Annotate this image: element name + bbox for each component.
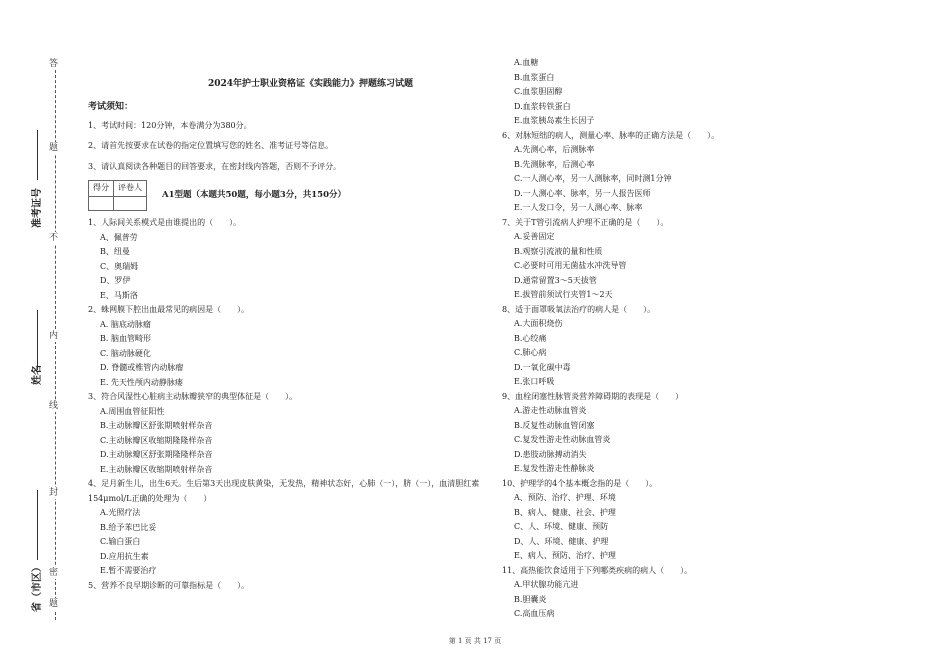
- answer-option: C、人、环境、健康、预防: [514, 522, 609, 531]
- question-item: [88, 216, 493, 303]
- document-title: 2024年护士职业资格证《实践能力》押题练习试题: [207, 79, 414, 89]
- answer-option: A、佩普劳: [100, 232, 138, 242]
- answer-option: E、马斯洛: [100, 290, 138, 300]
- answer-option: D、人、环境、健康、护理: [514, 536, 609, 546]
- question-stem: 1、人际间关系模式是由谁提出的（ ）。: [88, 218, 242, 227]
- question-stem: 9、血栓闭塞性脉管炎营养障碍期的表现是（ ）: [502, 391, 684, 401]
- answer-option: A、预防、治疗、护理、环境: [514, 493, 616, 502]
- answer-option: D.通常留置3～5天拔管: [514, 275, 597, 285]
- answer-option: B、纽曼: [100, 247, 130, 256]
- answer-option: B、病人、健康、社会、护理: [514, 507, 616, 517]
- answer-option: E.一人发口令，另一人测心率、脉率: [514, 203, 643, 212]
- answer-option: A. 脑底动脉瘤: [100, 319, 151, 329]
- answer-option: D.应用抗生素: [100, 551, 149, 561]
- section-title: A1型题（本题共50题，每小题3分，共150分）: [162, 190, 346, 200]
- answer-option: B.先测脉率，后测心率: [514, 159, 595, 169]
- grader-cell[interactable]: [114, 196, 147, 210]
- question-stem: 11、高热能饮食适用于下列哪类疾病的病人（ ）。: [502, 565, 693, 575]
- score-row: [88, 180, 493, 208]
- question-stem: 6、对脉短绌的病人，测量心率、脉率的正确方法是（ ）。: [502, 130, 720, 140]
- seal-char: 线: [49, 401, 59, 411]
- question-stem: 5、营养不良早期诊断的可靠指标是（ ）。: [88, 580, 250, 590]
- question-item: [502, 303, 922, 390]
- answer-option: E.张口呼吸: [514, 377, 555, 386]
- answer-option: B.给予苯巴比妥: [100, 522, 157, 532]
- score-table: [88, 180, 147, 211]
- answer-option: E.暂不需要治疗: [100, 566, 157, 575]
- name-line: [37, 310, 38, 370]
- answer-option: A.大面积烧伤: [514, 319, 563, 328]
- right-column: [502, 56, 922, 622]
- question-stem: 2、蛛网膜下腔出血最常见的病因是（ ）。: [88, 305, 250, 314]
- answer-option: B.血浆蛋白: [514, 72, 555, 82]
- binding-margin: [0, 0, 70, 671]
- page-footer: 第 1 页 共 17 页: [448, 637, 502, 645]
- seal-char: 封: [49, 488, 59, 498]
- exam-number-label: 准考证号: [32, 188, 43, 228]
- question-item: [502, 564, 922, 622]
- answer-option: D.主动脉瓣区舒张期隆隆样杂音: [100, 450, 213, 459]
- question-item: [502, 129, 922, 216]
- grader-header: 评卷人: [114, 181, 147, 197]
- seal-char: 内: [49, 331, 59, 341]
- answer-option: C.高血压病: [514, 609, 555, 618]
- answer-option: E. 先天性颅内动静脉瘘: [100, 377, 183, 387]
- answer-option: D. 脊髓或椎管内动脉瘤: [100, 363, 184, 372]
- question-item: [88, 303, 493, 390]
- left-column: [88, 74, 493, 593]
- question-stem: 7、关于T管引流病人护理不正确的是（ ）。: [502, 217, 669, 227]
- answer-option: E.拔管前须试行夹管1～2天: [514, 290, 613, 299]
- answer-option: D.患肢动脉搏动消失: [514, 449, 587, 459]
- score-header: 得分: [89, 181, 114, 197]
- answer-option: B.胆囊炎: [514, 594, 547, 604]
- seal-char: 题: [49, 599, 59, 609]
- answer-option: A.甲状腺功能亢进: [514, 580, 579, 589]
- answer-option: B.心绞痛: [514, 333, 547, 343]
- answer-option: E.主动脉瓣区收缩期喷射样杂音: [100, 464, 213, 474]
- answer-option: E.复发性游走性静脉炎: [514, 464, 595, 473]
- question-item: [502, 56, 922, 129]
- question-item: [88, 477, 493, 579]
- answer-option: B.观察引流液的量和性质: [514, 246, 603, 256]
- seal-char: 答: [49, 59, 59, 69]
- question-stem: 8、适于面罩吸氧法治疗的病人是（ ）。: [502, 304, 656, 314]
- answer-option: C.主动脉瓣区收缩期隆隆样杂音: [100, 435, 213, 445]
- answer-option: A.周围血管征阳性: [100, 406, 165, 416]
- question-list: [502, 56, 922, 622]
- answer-option: C.输白蛋白: [100, 537, 141, 546]
- answer-option: B.反复性动脉血管闭塞: [514, 420, 595, 430]
- answer-option: B.主动脉瓣区舒张期喷射样杂音: [100, 421, 213, 430]
- notice-item: 3、请认真阅读各种题目的回答要求，在密封线内答题，否则不予评分。: [88, 161, 342, 171]
- question-item: [502, 390, 922, 477]
- region-label: 省（市区）: [32, 562, 43, 612]
- question-item: [502, 477, 922, 564]
- answer-option: D、罗伊: [100, 276, 131, 285]
- answer-option: A.血糖: [514, 58, 539, 67]
- answer-option: A.游走性动脉血管炎: [514, 406, 587, 415]
- name-label: 姓名: [32, 365, 43, 385]
- region-line: [37, 490, 38, 560]
- notice-item: 1、考试时间：120分钟，本卷满分为380分。: [88, 120, 252, 130]
- answer-option: D.血浆转铁蛋白: [514, 101, 571, 111]
- seal-char: 题: [49, 143, 59, 153]
- seal-char: 密: [49, 568, 59, 578]
- notice-item: 2、请首先按要求在试卷的指定位置填写您的姓名、准考证号等信息。: [88, 141, 334, 150]
- answer-option: C.血浆胆固醇: [514, 87, 563, 96]
- question-stem: 4、足月新生儿，出生6天。生后第3天出现皮肤黄染，无发热，精神状态好，心肺（一），脐（一），血清胆红素154μmol/L正确的处理为（ ）: [88, 479, 480, 503]
- answer-option: C、奥瑞姆: [100, 261, 139, 271]
- answer-option: D.一氧化碳中毒: [514, 362, 571, 372]
- question-item: [88, 390, 493, 477]
- score-cell[interactable]: [89, 196, 114, 210]
- answer-option: A.先测心率，后测脉率: [514, 145, 595, 154]
- answer-option: C.必要时可用无菌盐水冲洗导管: [514, 261, 627, 270]
- answer-option: B. 脑血管畸形: [100, 334, 151, 343]
- question-item: [502, 216, 922, 303]
- question-list: [88, 216, 493, 593]
- answer-option: C.复发性游走性动脉血管炎: [514, 435, 611, 444]
- answer-option: C.一人测心率，另一人测脉率，同时测1分钟: [514, 174, 672, 183]
- answer-option: C. 脑动脉硬化: [100, 348, 151, 358]
- answer-option: C.肺心病: [514, 348, 547, 357]
- answer-option: E.血浆胰岛素生长因子: [514, 116, 595, 125]
- notice-heading: 考试须知：: [88, 102, 134, 112]
- seal-char: 不: [49, 233, 59, 243]
- answer-option: D.一人测心率、脉率，另一人报告医师: [514, 188, 651, 198]
- question-stem: 10、护理学的4个基本概念指的是（ ）。: [502, 478, 658, 488]
- exam-number-line: [37, 130, 38, 180]
- answer-option: E、病人、预防、治疗、护理: [514, 551, 616, 560]
- question-item: [88, 579, 493, 594]
- answer-option: A.光照疗法: [100, 508, 141, 517]
- answer-option: A.妥善固定: [514, 232, 555, 241]
- question-stem: 3、符合风湿性心脏病主动脉瓣狭窄的典型体征是（ ）。: [88, 392, 298, 401]
